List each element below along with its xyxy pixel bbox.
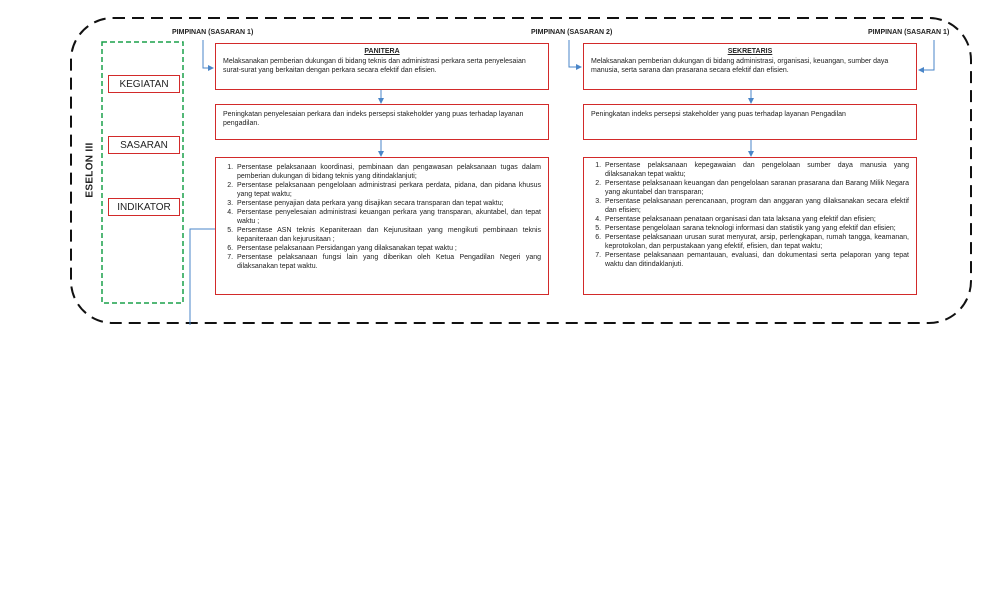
- panitera-kegiatan-box: [215, 43, 549, 90]
- sekretaris-sasaran-text: Peningkatan indeks persepsi stakeholder yang puas terhadap layanan Pengadilan: [591, 111, 846, 118]
- list-item: 4. Persentase penyelesaian administrasi keuangan perkara yang transparan, akuntabel, dan tepat waktu ;: [235, 208, 541, 226]
- list-item: 3. Persentase penyajian data perkara yang disajikan secara transparan dan tepat waktu;: [235, 199, 541, 208]
- arrow-pimpinan-left: [203, 40, 213, 68]
- sekretaris-title: SEKRETARIS: [727, 48, 773, 55]
- list-item: 1. Persentase pelaksanaan kepegawaian dan pengelolaan sumber daya manusia yang dilaksanakan tepat waktu;: [603, 161, 909, 179]
- list-item: 2. Persentase pelaksanaan pengelolaan administrasi perkara perdata, pidana, dan pidana khusus yang tepat waktu;: [235, 181, 541, 199]
- pimpinan-right-label: PIMPINAN (SASARAN 1): [868, 29, 950, 36]
- list-item: 7. Persentase pelaksanaan fungsi lain yang diberikan oleh Ketua Pengadilan Negeri yang dilaksanakan tepat waktu.: [235, 253, 541, 271]
- list-item: 5. Persentase ASN teknis Kepaniteraan dan Kejurusitaan yang mengikuti pembinaan teknis kepaniteraan dan kejurusitaan ;: [235, 226, 541, 244]
- pimpinan-left-label: PIMPINAN (SASARAN 1): [172, 29, 254, 36]
- sekretaris-kegiatan-box: [583, 43, 917, 90]
- sekretaris-sasaran-box: [583, 104, 917, 140]
- arrow-pimpinan-right: [919, 40, 934, 70]
- list-item: 3. Persentase pelaksanaan perencanaan, program dan anggaran yang dilaksanakan secara efektif dan efisien;: [603, 197, 909, 215]
- panitera-sasaran-text: Peningkatan penyelesaian perkara dan indeks persepsi stakeholder yang puas terhadap layanan pengadilan.: [223, 111, 524, 127]
- indikator-connector: [190, 229, 215, 325]
- arrow-pimpinan-mid: [569, 40, 581, 67]
- list-item: 4. Persentase pelaksanaan penataan organisasi dan tata laksana yang efektif dan efisien;: [603, 215, 909, 224]
- list-item: 7. Persentase pelaksanaan pemantauan, evaluasi, dan dokumentasi serta pelaporan yang tepat waktu dan ditindaklanjuti.: [603, 251, 909, 269]
- legend-indikator: INDIKATOR: [108, 198, 180, 216]
- legend-kegiatan: KEGIATAN: [108, 75, 180, 93]
- list-item: 5. Persentase pengelolaan sarana teknologi informasi dan statistik yang yang efektif dan efisien;: [603, 224, 909, 233]
- sekretaris-indikator-box: [583, 157, 917, 295]
- panitera-indikator-box: [215, 157, 549, 295]
- list-item: 2. Persentase pelaksanaan keuangan dan pengelolaan saranan prasarana dan Barang Milik Negara yang akuntabel dan transparan;: [603, 179, 909, 197]
- sekretaris-kegiatan-text: Melaksanakan pemberian dukungan di bidang administrasi, organisasi, keuangan, sumber daya manusia, serta sarana dan prasarana secara efektif dan efisien.: [591, 58, 889, 74]
- list-item: 1. Persentase pelaksanaan koordinasi, pembinaan dan pengawasan pelaksanaan tugas dalam pemberian dukungan di bidang teknis yang ditindaklanjuti;: [235, 163, 541, 181]
- pimpinan-mid-label: PIMPINAN (SASARAN 2): [531, 29, 613, 36]
- panitera-title: PANITERA: [364, 48, 400, 55]
- list-item: 6. Persentase pelaksanaan urusan surat menyurat, arsip, perlengkapan, rumah tangga, keamanan, keprotokolan, dan perpustakaan yang efektif, efisien, dan tepat waktu;: [603, 233, 909, 251]
- legend-sasaran: SASARAN: [108, 136, 180, 154]
- panitera-indikator-list: [223, 163, 541, 271]
- panitera-kegiatan-text: Melaksanakan pemberian dukungan di bidang teknis dan administrasi perkara serta penyelesaian surat-surat yang berkaitan dengan perkara secara efektif dan efisien.: [223, 58, 526, 74]
- panitera-sasaran-box: [215, 104, 549, 140]
- sekretaris-indikator-list: [591, 161, 909, 269]
- list-item: 6. Persentase pelaksanaan Persidangan yang dilaksanakan tepat waktu ;: [235, 244, 541, 253]
- eselon-label: ESELON III: [84, 142, 96, 198]
